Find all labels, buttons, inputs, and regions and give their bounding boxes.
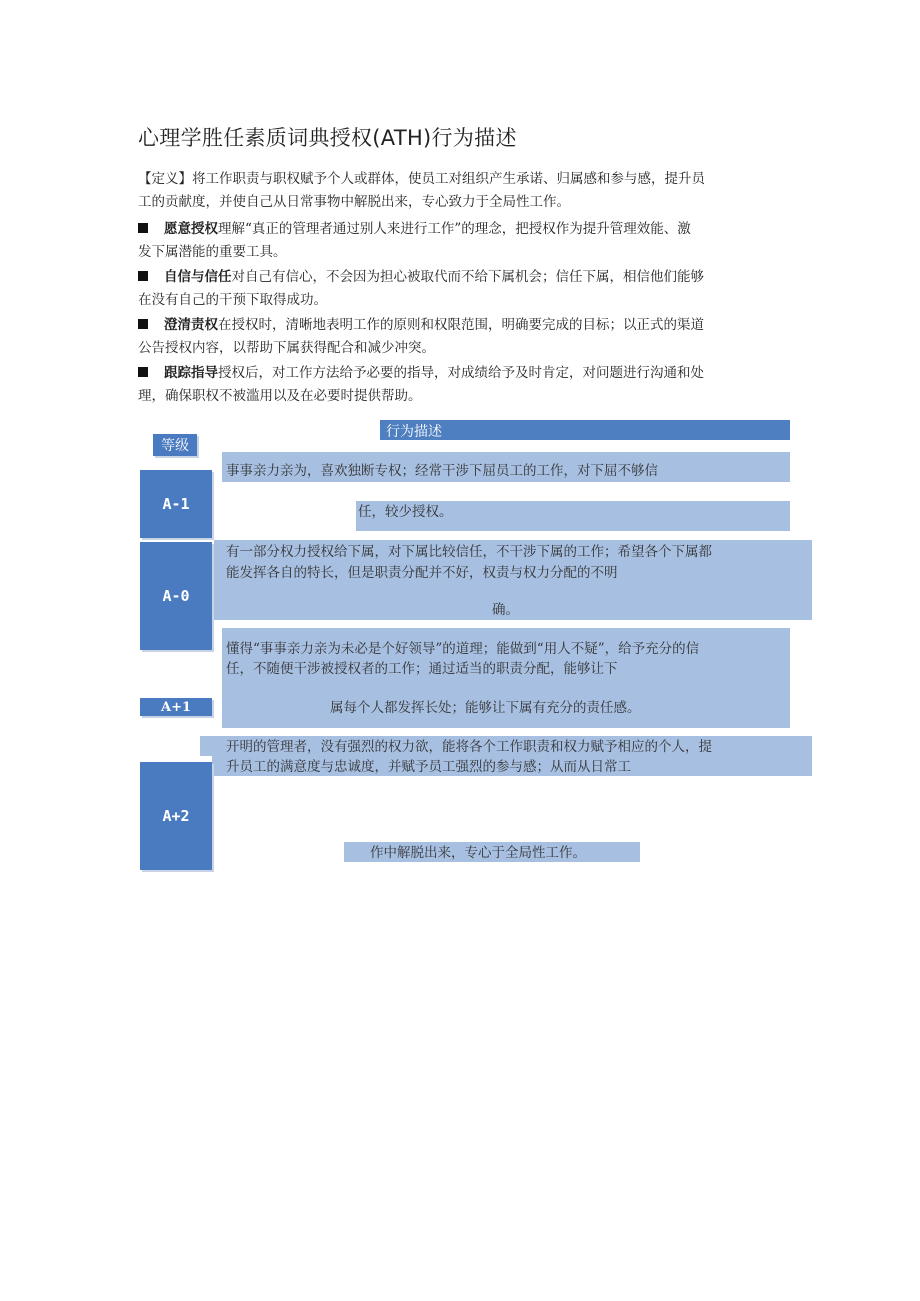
bullet-term: 愿意授权 [164,221,218,237]
square-bullet-icon [138,367,148,377]
definition-line-2: 工的贡献度，并使自己从日常事物中解脱出来，专心致力于全局性工作。 [138,194,570,210]
bullet-item [138,218,788,264]
bullet-text: 授权后，对工作方法给予必要的指导，对成绩给予及时肯定，对问题进行沟通和处 [218,365,704,381]
row-a-plus-2-line-2: 升员工的满意度与忠诚度，并赋予员工强烈的参与感；从而从日常工 [226,759,631,775]
bullet-item [138,266,788,312]
definition [138,168,788,214]
bullet-term: 跟踪指导 [164,365,218,381]
row-a-0-line-2: 能发挥各自的特长，但是职责分配并不好，权责与权力分配的不明 [226,565,618,581]
bullet-text: 在没有自己的干预下取得成功。 [138,292,327,308]
square-bullet-icon [138,271,148,281]
bullet-text: 公告授权内容，以帮助下属获得配合和减少冲突。 [138,340,435,356]
row-a-1-line-1: 事事亲力亲为，喜欢独断专权；经常干涉下屈员工的工作，对下屈不够信 [226,463,658,479]
definition-label: 【定义】 [138,171,192,187]
bullet-text: 发下属潜能的重要工具。 [138,244,287,260]
page-title: 心理学胜任素质词典授权(ATH)行为描述 [138,126,517,150]
level-a-0: A-0 [140,542,212,650]
row-a-0-line-3: 确。 [492,602,519,618]
row-a-plus-2-line-3: 作中解脱出来，专心于全局性工作。 [370,845,586,861]
bullet-term: 澄清责权 [164,317,218,333]
row-a-1-line-2: 任，较少授权。 [358,504,453,520]
row-a-plus-1-line-2: 任，不随便干涉被授权者的工作；通过适当的职责分配，能够让下 [226,661,618,677]
header-desc: 行为描述 [386,424,442,440]
row-a-0-line-1: 有一部分权力授权给下属，对下属比较信任，不干涉下属的工作；希望各个下属都 [226,544,712,560]
definition-line-1: 将工作职责与职权赋予个人或群体，使员工对组织产生承诺、归属感和参与感，提升员 [192,171,705,187]
bullet-text: 在授权时，清晰地表明工作的原则和权限范围，明确要完成的目标；以正式的渠道 [218,317,704,333]
level-a-1: A-1 [140,470,212,538]
level-a-plus-1: A+1 [140,698,212,716]
row-a-plus-2-line-1: 开明的管理者，没有强烈的权力欲，能将各个工作职责和权力赋予相应的个人，提 [226,739,712,755]
bullet-item [138,314,788,360]
bullet-text: 理解“真正的管理者通过别人来进行工作”的理念，把授权作为提升管理效能、激 [218,221,691,237]
bullet-list [138,218,788,408]
header-level: 等级 [153,434,197,456]
square-bullet-icon [138,319,148,329]
bullet-item [138,362,788,408]
bullet-text: 对自己有信心，不会因为担心被取代而不给下属机会；信任下属，相信他们能够 [231,269,704,285]
square-bullet-icon [138,223,148,233]
level-a-plus-2: A+2 [140,762,212,870]
bullet-text: 理，确保职权不被滥用以及在必要时提供帮助。 [138,388,422,404]
header-desc-bar [380,420,790,440]
row-a-plus-1-line-3: 属每个人都发挥长处；能够让下属有充分的责任感。 [330,700,641,716]
bullet-term: 自信与信任 [164,269,232,285]
row-a-plus-1-line-1: 懂得“事事亲力亲为未必是个好领导”的道理；能做到“用人不疑”，给予充分的信 [226,641,700,657]
